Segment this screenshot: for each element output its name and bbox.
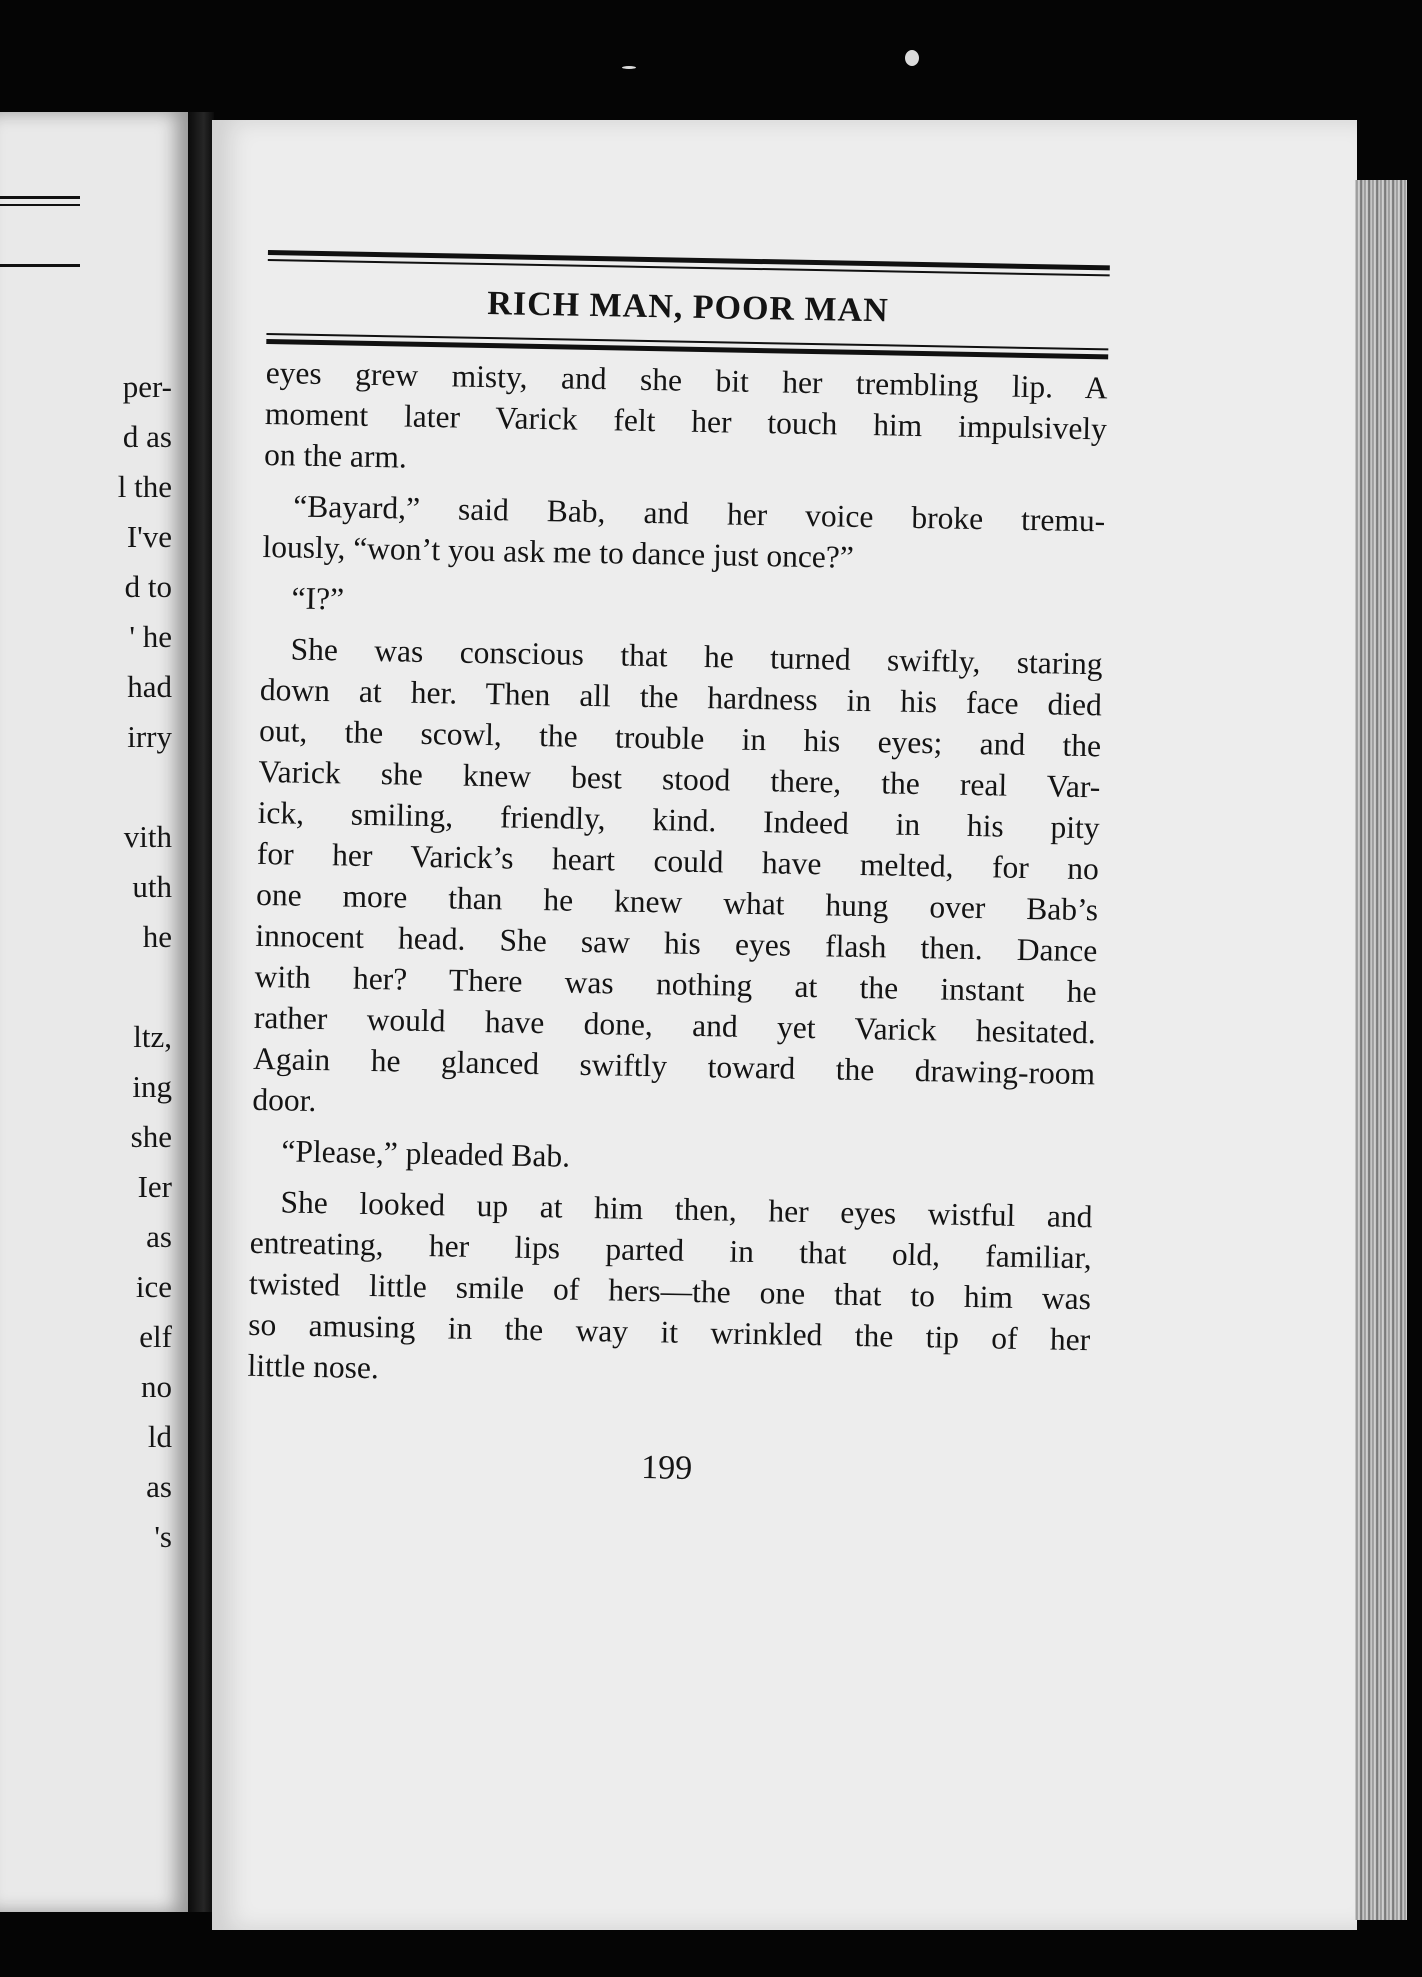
text-line: one more than he knew what hung over Bab’s xyxy=(255,876,1099,928)
scan-speck xyxy=(622,66,636,69)
left-page-fragment: l the xyxy=(117,469,172,504)
left-page-fragment: elf xyxy=(139,1319,172,1354)
left-page-fragment: ld xyxy=(147,1419,172,1454)
left-page-fragment: per- xyxy=(122,369,172,404)
text-line: “I?” xyxy=(291,580,345,617)
text-line: little nose. xyxy=(247,1347,380,1386)
left-page-fragment: I've xyxy=(126,519,172,554)
left-page-rule xyxy=(0,204,80,206)
left-page-fragment: had xyxy=(127,669,172,704)
left-page-fragment: ing xyxy=(132,1069,172,1104)
scan-speck xyxy=(905,50,919,66)
left-page-fragment xyxy=(32,962,172,1012)
left-page-fragment: vith xyxy=(123,819,172,854)
text-line: eyes grew misty, and she bit her trembling lip. A xyxy=(265,354,1108,406)
text-line: ick, smiling, friendly, kind. Indeed in his pity xyxy=(257,794,1100,846)
page-content xyxy=(245,250,1109,1495)
left-page-fragment: she xyxy=(130,1119,172,1154)
text-line: Again he glanced swiftly toward the drawing-room xyxy=(252,1040,1096,1092)
left-page-fragment: irry xyxy=(127,719,172,754)
text-line: entreating, her lips parted in that old, familiar, xyxy=(249,1224,1092,1276)
text-line: rather would have done, and yet Varick hesitated. xyxy=(253,999,1097,1051)
left-facing-page xyxy=(0,112,190,1912)
left-page-text-fragments xyxy=(32,362,172,1562)
left-page-rule xyxy=(0,264,80,267)
left-page-fragment: as xyxy=(146,1469,172,1504)
left-page-fragment: no xyxy=(141,1369,172,1404)
text-line: She looked up at him then, her eyes wistful and xyxy=(280,1184,1093,1235)
text-line: twisted little smile of hers—the one that to him was xyxy=(248,1265,1092,1317)
text-line: “Bayard,” said Bab, and her voice broke tremu- xyxy=(292,488,1106,539)
text-line: innocent head. She saw his eyes flash then. Dance xyxy=(255,917,1098,969)
left-page-fragment: Ier xyxy=(137,1169,172,1204)
left-page-fragment: ' he xyxy=(129,619,172,654)
text-line: door. xyxy=(252,1081,317,1119)
left-page-rule xyxy=(0,196,80,199)
left-page-fragment: d as xyxy=(122,419,172,454)
text-line: on the arm. xyxy=(263,436,408,475)
text-line: lously, “won’t you ask me to dance just once?” xyxy=(262,528,855,575)
text-line: down at her. Then all the hardness in his face died xyxy=(259,671,1103,723)
text-line: with her? There was nothing at the instant he xyxy=(254,958,1097,1010)
book-gutter xyxy=(188,112,214,1912)
left-page-fragment: uth xyxy=(132,869,172,904)
left-page-fragment xyxy=(32,762,172,812)
left-page-fragment: as xyxy=(146,1219,172,1254)
left-page-fragment: d to xyxy=(124,569,172,604)
left-page-fragment: ice xyxy=(135,1269,172,1304)
text-line: moment later Varick felt her touch him impulsively xyxy=(264,395,1108,447)
text-line: “Please,” pleaded Bab. xyxy=(281,1133,571,1174)
left-page-fragment: he xyxy=(142,919,172,954)
page-edges xyxy=(1355,180,1407,1920)
page-number: 199 xyxy=(640,1449,693,1487)
running-head: RICH MAN, POOR MAN xyxy=(487,285,890,330)
text-line: for her Varick’s heart could have melted, for no xyxy=(256,835,1100,887)
text-line: Varick she knew best stood there, the real Var- xyxy=(258,753,1101,805)
text-line: She was conscious that he turned swiftly, staring xyxy=(290,631,1103,682)
body-text xyxy=(247,352,1108,1401)
text-line: so amusing in the way it wrinkled the tip of her xyxy=(247,1306,1091,1358)
left-page-fragment: ltz, xyxy=(133,1019,172,1054)
left-page-fragment: 's xyxy=(154,1519,172,1554)
text-line: out, the scowl, the trouble in his eyes; and the xyxy=(258,712,1102,764)
